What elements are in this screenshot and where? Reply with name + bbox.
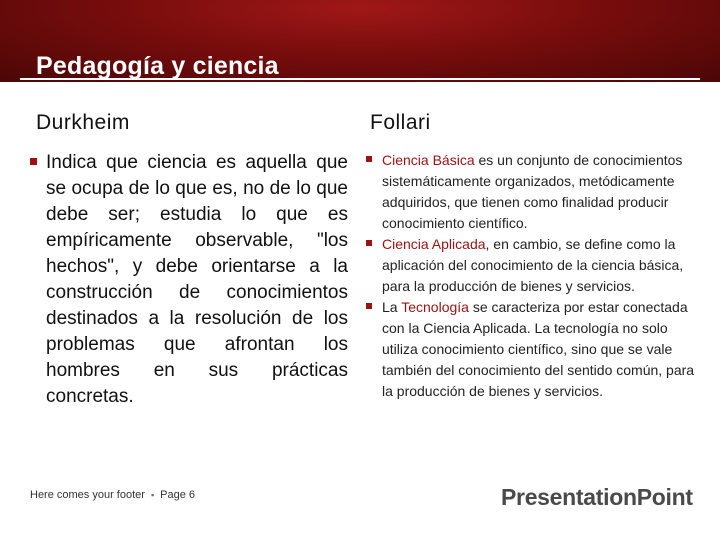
square-bullet-icon [30, 158, 37, 165]
bullet-text: es un conjunto de conocimientos sistemáticamente organizados, metódicamente adquiridos, que tienen como finalidad producir conocimiento científico. [382, 152, 683, 231]
footer-text: Here comes your footer [30, 489, 145, 501]
bullet-text: , en cambio, se define como la aplicación del conocimiento de la ciencia básica, para la producción de bienes y servicios. [382, 236, 684, 294]
square-bullet-icon [366, 303, 372, 309]
right-column-body [366, 150, 700, 402]
list-item [366, 150, 700, 234]
footer-separator: ▪ [150, 490, 155, 500]
left-column-body [30, 150, 348, 410]
highlighted-term: Ciencia Aplicada [382, 236, 486, 252]
list-item [366, 297, 700, 402]
brand-logo [501, 484, 693, 511]
footer [30, 489, 195, 501]
bullet-text: Indica que ciencia es aquella que se ocupa de lo que es, no de lo que debe ser; estudia lo que es empíricamente observable, "los hechos", y debe orientarse a la construcción de conocimientos destinados a la resolución de los problemas que afrontan los hombres en sus prácticas concretas. [46, 152, 348, 407]
bullet-text: se caracteriza por estar conectada con la Ciencia Aplicada. La tecnología no solo utiliza conocimiento científico, sino que se vale también del conocimiento del sentido común, para la producción de bienes y servicios. [382, 299, 695, 399]
left-column-heading: Durkheim [36, 111, 130, 134]
list-item [30, 150, 348, 410]
highlighted-term: Tecnología [401, 299, 469, 315]
page-number: Page 6 [160, 489, 196, 501]
logo-part-presentation: Presentation [501, 484, 637, 510]
slide-title: Pedagogía y ciencia [36, 52, 279, 80]
highlighted-term: Ciencia Básica [382, 152, 475, 168]
bullet-prefix: La [382, 299, 402, 315]
logo-part-point: Point [636, 484, 693, 510]
square-bullet-icon [366, 156, 372, 162]
list-item [366, 234, 700, 297]
square-bullet-icon [366, 240, 372, 246]
right-column-heading: Follari [370, 111, 431, 134]
